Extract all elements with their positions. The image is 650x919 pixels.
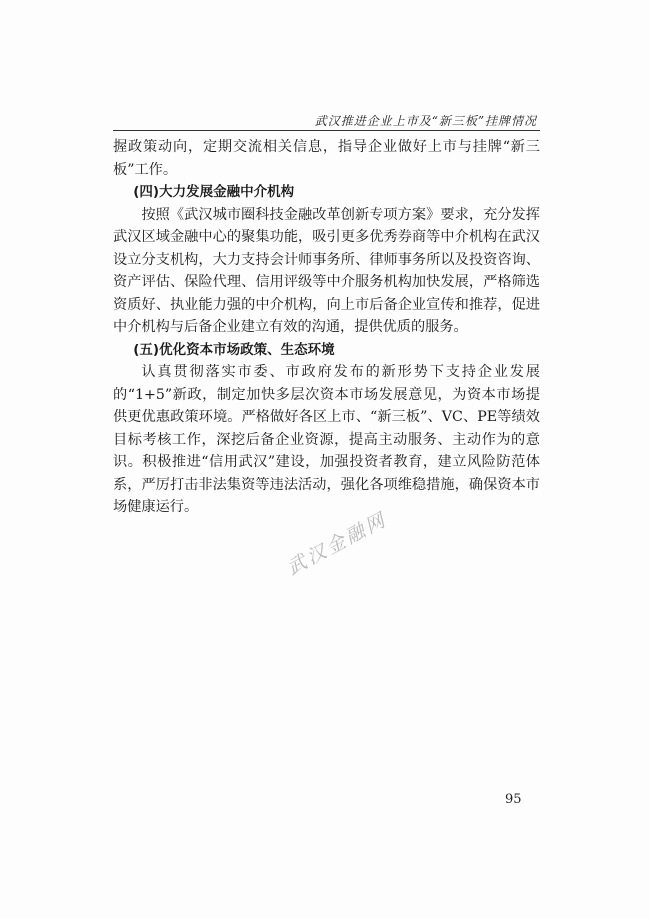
- continued-paragraph: 握政策动向，定期交流相关信息，指导企业做好上市与挂牌“新三板”工作。: [113, 139, 540, 178]
- page-number: 95: [505, 792, 522, 807]
- section-heading-4: (四)大力发展金融中介机构: [133, 184, 295, 200]
- section-heading-5: (五)优化资本市场政策、生态环境: [133, 341, 335, 358]
- section-4-paragraph: 按照《武汉城市圈科技金融改革创新专项方案》要求，充分发挥武汉区域金融中心的聚集功能，吸引更多优秀券商等中介机构在武汉设立分支机构，大力支持会计师事务所、律师事务所以及投资咨询、资产评估、保险代理、信用评级等中介服务机构加快发展，严格筛选资质好、执业能力强的中介机构，向上市后备企业宣传和推荐，促进中介机构与后备企业建立有效的沟通，提供优质的服务。: [113, 206, 540, 335]
- body-text: [113, 136, 540, 519]
- running-header: 武汉推进企业上市及“新三板”挂牌情况: [314, 114, 537, 128]
- watermark: 武汉金融网: [283, 508, 392, 580]
- header-rule: [113, 130, 540, 131]
- section-5-paragraph: 认真贯彻落实市委、市政府发布的新形势下支持企业发展的“1+5”新政，制定加快多层次资本市场发展意见，为资本市场提供更优惠政策环境。严格做好各区上市、“新三板”、VC、PE等绩效目标考核工作，深挖后备企业资源，提高主动服务、主动作为的意识。积极推进“信用武汉”建设，加强投资者教育，建立风险防范体系，严厉打击非法集资等违法活动，强化各项维稳措施，确保资本市场健康运行。: [113, 364, 540, 515]
